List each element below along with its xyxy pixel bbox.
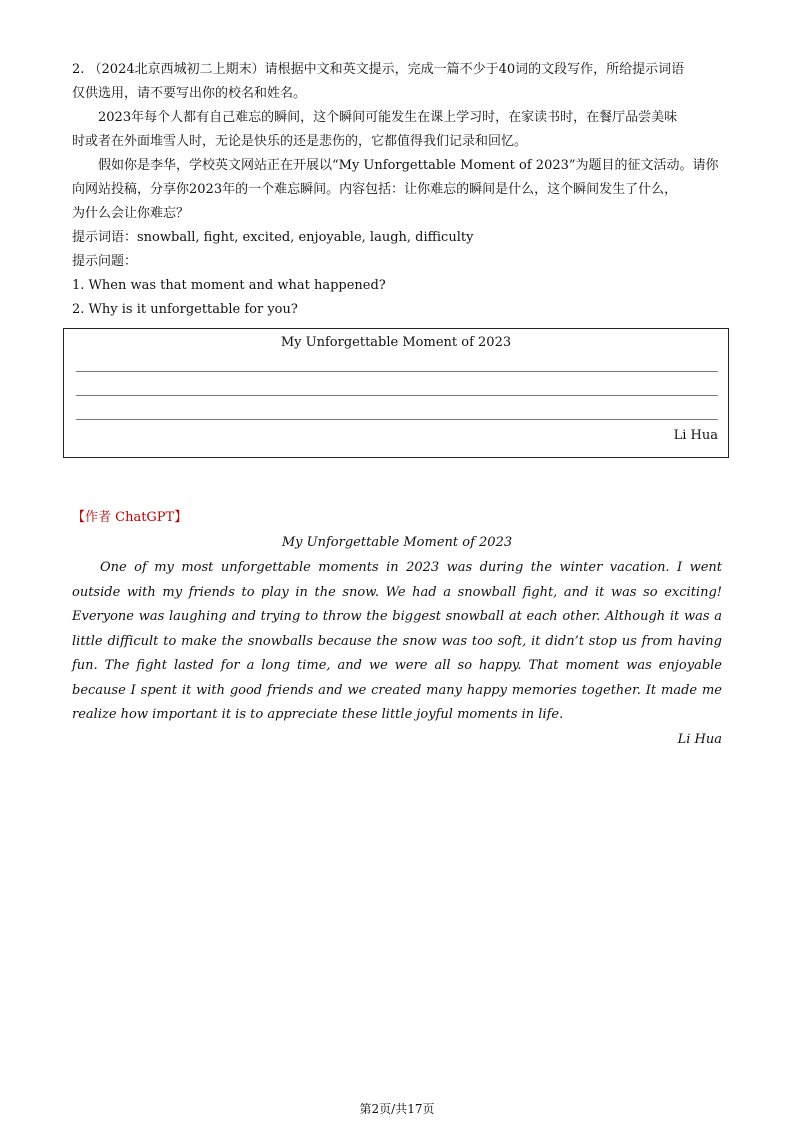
prompt-paragraph-2-line-3: 为什么会让你难忘？ xyxy=(72,206,190,221)
essay-author: Li Hua xyxy=(677,731,722,747)
writing-line xyxy=(76,371,718,372)
answer-box xyxy=(63,328,729,458)
hint-questions-label: 提示问题： xyxy=(72,254,138,269)
hint-question-2: 2. Why is it unforgettable for you? xyxy=(72,302,298,317)
answer-box-title: My Unforgettable Moment of 2023 xyxy=(280,335,512,350)
prompt-paragraph-2-line-2: 向网站投稿，分享你2023年的一个难忘瞬间。内容包括：让你难忘的瞬间是什么，这个瞬间发生了什么， xyxy=(72,182,678,197)
answer-box-author: Li Hua xyxy=(673,428,718,443)
question-line-1: 2. （2024北京西城初二上期末）请根据中文和英文提示，完成一篇不少于40词的文段写作，所给提示词语 xyxy=(72,62,685,77)
prompt-paragraph-2-line-1: 假如你是李华，学校英文网站正在开展以“My Unforgettable Moment of 2023”为题目的征文活动。请你 xyxy=(98,158,719,173)
prompt-paragraph-1-line-2: 时或者在外面堆雪人时，无论是快乐的还是悲伤的，它都值得我们记录和回忆。 xyxy=(72,134,528,149)
essay-title: My Unforgettable Moment of 2023 xyxy=(281,535,513,550)
question-line-2: 仅供选用，请不要写出你的校名和姓名。 xyxy=(72,86,307,101)
hint-words: 提示词语：snowball, fight, excited, enjoyable, laugh, difficulty xyxy=(72,230,474,245)
essay-body: One of my most unforgettable moments in 2023 was during the winter vacation. I went outside with my friends to play in the snow. We had a snowball fight, and it was so exciting! Everyone was laughing and trying to throw the biggest snowball at each other. Although it was a little difficult to make the snowballs because the snow was too soft, it didn’t stop us from having fun. The fight lasted for a long time, and we were all so happy. That moment was enjoyable because I spent it with good friends and we created many happy memories together. It made me realize how important it is to appreciate these little joyful moments in life. xyxy=(72,560,722,722)
prompt-paragraph-1-line-1: 2023年每个人都有自己难忘的瞬间，这个瞬间可能发生在课上学习时，在家读书时，在餐厅品尝美味 xyxy=(98,110,678,125)
writing-line xyxy=(76,419,718,420)
writing-line xyxy=(76,395,718,396)
page-number: 第2页/共17页 xyxy=(359,1102,435,1116)
page-content xyxy=(72,58,722,752)
hint-question-1: 1. When was that moment and what happened? xyxy=(72,278,386,293)
author-tag: 【作者 ChatGPT】 xyxy=(72,510,188,525)
